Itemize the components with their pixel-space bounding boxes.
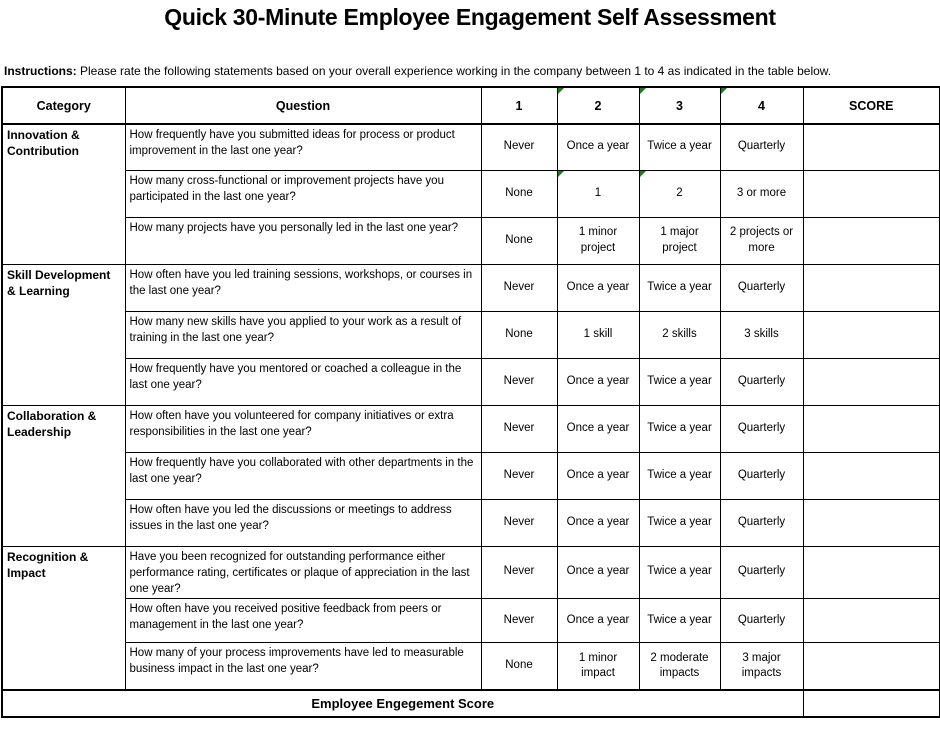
option-cell: Twice a year (639, 452, 720, 499)
option-cell: Once a year (557, 598, 639, 642)
question-cell: How often have you led training sessions, workshops, or courses in the last one year? (125, 264, 481, 311)
option-cell: Once a year (557, 358, 639, 405)
total-score-input-cell[interactable] (803, 690, 940, 717)
score-input-cell[interactable] (803, 546, 940, 598)
column-header-1: 1 (481, 87, 557, 124)
page-title: Quick 30-Minute Employee Engagement Self Assessment (164, 4, 776, 30)
column-header-3: 3 (639, 87, 720, 124)
option-cell: Twice a year (639, 405, 720, 452)
question-cell: How many projects have you personally led in the last one year? (125, 217, 481, 264)
option-cell: Twice a year (639, 499, 720, 546)
option-cell: 2 (639, 170, 720, 217)
error-indicator-icon (640, 88, 646, 94)
question-cell: How often have you received positive feedback from peers or management in the last one year? (125, 598, 481, 642)
table-row (2, 499, 940, 546)
table-row (2, 170, 940, 217)
category-cell-collaboration: Collaboration & Leadership (2, 405, 125, 546)
option-cell: Twice a year (639, 124, 720, 170)
score-input-cell[interactable] (803, 311, 940, 358)
score-input-cell[interactable] (803, 264, 940, 311)
option-cell: None (481, 311, 557, 358)
question-cell: Have you been recognized for outstanding performance either performance rating, certificates or plaque of appreciation in the last one year? (125, 546, 481, 598)
footer-row (2, 690, 940, 717)
option-cell: Never (481, 598, 557, 642)
option-cell: Quarterly (720, 499, 803, 546)
table-row (2, 217, 940, 264)
question-cell: How often have you led the discussions or meetings to address issues in the last one year? (125, 499, 481, 546)
option-cell: Twice a year (639, 358, 720, 405)
option-cell: Twice a year (639, 264, 720, 311)
score-input-cell[interactable] (803, 499, 940, 546)
column-header-question: Question (125, 87, 481, 124)
table-row (2, 405, 940, 452)
assessment-table (1, 86, 940, 718)
option-cell: Never (481, 264, 557, 311)
option-cell: 2 projects or more (720, 217, 803, 264)
option-cell: Quarterly (720, 546, 803, 598)
option-cell: Never (481, 124, 557, 170)
table-row (2, 546, 940, 598)
question-cell: How frequently have you collaborated with other departments in the last one year? (125, 452, 481, 499)
option-cell: 3 or more (720, 170, 803, 217)
column-header-4: 4 (720, 87, 803, 124)
column-header-2: 2 (557, 87, 639, 124)
option-cell: Never (481, 452, 557, 499)
table-row (2, 598, 940, 642)
option-cell: 1 skill (557, 311, 639, 358)
column-header-category: Category (2, 87, 125, 124)
question-cell: How frequently have you mentored or coached a colleague in the last one year? (125, 358, 481, 405)
question-cell: How many of your process improvements have led to measurable business impact in the last one year? (125, 642, 481, 690)
option-cell: Once a year (557, 452, 639, 499)
question-cell: How many new skills have you applied to your work as a result of training in the last one year? (125, 311, 481, 358)
category-cell-skill-development: Skill Development & Learning (2, 264, 125, 405)
score-input-cell[interactable] (803, 642, 940, 690)
option-cell: Quarterly (720, 358, 803, 405)
question-cell: How frequently have you submitted ideas for process or product improvement in the last one year? (125, 124, 481, 170)
option-cell: Quarterly (720, 598, 803, 642)
option-cell: Quarterly (720, 405, 803, 452)
option-cell: None (481, 170, 557, 217)
option-cell: 1 (557, 170, 639, 217)
option-cell: Never (481, 546, 557, 598)
error-indicator-icon (558, 88, 564, 94)
question-cell: How often have you volunteered for company initiatives or extra responsibilities in the last one year? (125, 405, 481, 452)
option-cell: 1 major project (639, 217, 720, 264)
option-cell: 3 skills (720, 311, 803, 358)
instructions-label: Instructions: (4, 64, 77, 78)
option-cell: Once a year (557, 546, 639, 598)
option-cell: Never (481, 358, 557, 405)
option-cell: 1 minor project (557, 217, 639, 264)
score-input-cell[interactable] (803, 170, 940, 217)
option-cell: Once a year (557, 264, 639, 311)
total-score-label: Employee Engegement Score (2, 690, 803, 717)
score-input-cell[interactable] (803, 452, 940, 499)
table-row (2, 264, 940, 311)
option-cell: Quarterly (720, 264, 803, 311)
option-cell: None (481, 217, 557, 264)
table-row (2, 452, 940, 499)
score-input-cell[interactable] (803, 598, 940, 642)
option-cell: 2 skills (639, 311, 720, 358)
option-cell: None (481, 642, 557, 690)
category-cell-recognition: Recognition & Impact (2, 546, 125, 690)
column-header-score: SCORE (803, 87, 940, 124)
table-row (2, 358, 940, 405)
category-cell-innovation: Innovation & Contribution (2, 124, 125, 264)
score-input-cell[interactable] (803, 358, 940, 405)
option-cell: Once a year (557, 405, 639, 452)
score-input-cell[interactable] (803, 405, 940, 452)
header-row (2, 87, 940, 124)
instructions-text: Please rate the following statements based on your overall experience working in the company between 1 to 4 as indicated in the table below. (76, 64, 832, 78)
option-cell: Never (481, 405, 557, 452)
instructions (4, 64, 934, 80)
score-input-cell[interactable] (803, 217, 940, 264)
option-cell: 1 minor impact (557, 642, 639, 690)
table-row (2, 311, 940, 358)
option-cell: Quarterly (720, 124, 803, 170)
option-cell: 3 major impacts (720, 642, 803, 690)
option-cell: Twice a year (639, 546, 720, 598)
table-row (2, 124, 940, 170)
option-cell: Twice a year (639, 598, 720, 642)
error-indicator-icon (721, 88, 727, 94)
option-cell: Once a year (557, 499, 639, 546)
error-indicator-icon (640, 171, 646, 177)
option-cell: Never (481, 499, 557, 546)
score-input-cell[interactable] (803, 124, 940, 170)
option-cell: 2 moderate impacts (639, 642, 720, 690)
table-row (2, 642, 940, 690)
option-cell: Once a year (557, 124, 639, 170)
option-cell: Quarterly (720, 452, 803, 499)
error-indicator-icon (558, 171, 564, 177)
question-cell: How many cross-functional or improvement projects have you participated in the last one year? (125, 170, 481, 217)
